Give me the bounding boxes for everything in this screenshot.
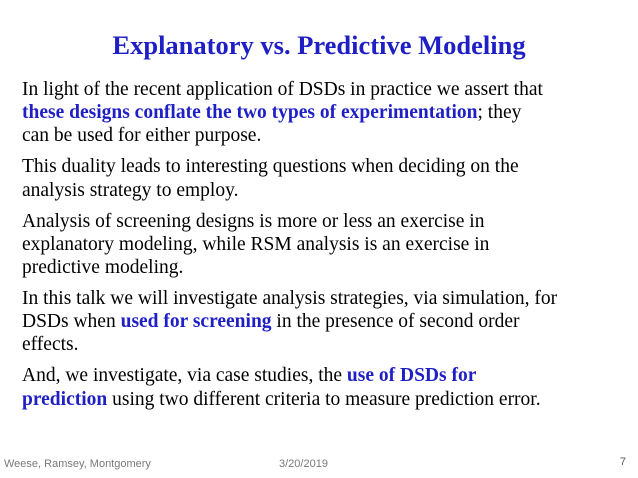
highlight-conflate-types: these designs conflate the two types of experimentation <box>22 102 478 124</box>
footer-date: 3/20/2019 <box>279 458 328 470</box>
text-line <box>22 256 626 279</box>
text-line <box>22 155 626 178</box>
highlight-use-of-dsds-for: use of DSDs for <box>346 365 477 387</box>
paragraph-duality <box>22 155 626 201</box>
text-line <box>22 287 626 310</box>
text-run: ; they <box>477 102 522 124</box>
footer-authors: Weese, Ramsey, Montgomery <box>4 458 151 470</box>
text-run: in the presence of second order <box>271 311 520 333</box>
highlight-used-for-screening: used for screening <box>120 311 272 333</box>
slide-title: Explanatory vs. Predictive Modeling <box>112 30 526 60</box>
text-run: In light of the recent application of DSDs in practice we assert that <box>22 79 543 100</box>
text-line <box>22 124 626 147</box>
text-run: can be used for either purpose. <box>22 125 262 147</box>
slide-body <box>22 78 626 419</box>
text-run: Analysis of screening designs is more or less an exercise in <box>22 210 485 232</box>
highlight-prediction: prediction <box>22 388 108 410</box>
paragraph-simulation <box>22 287 626 357</box>
text-run: DSDs when <box>22 311 121 333</box>
text-run: using two different criteria to measure prediction error. <box>107 388 541 410</box>
text-run: In this talk we will investigate analysis strategies, via simulation, for <box>22 288 558 310</box>
text-line <box>22 78 626 101</box>
text-line <box>22 364 626 387</box>
text-run: And, we investigate, via case studies, the <box>22 365 347 387</box>
text-line <box>22 179 626 202</box>
text-line <box>22 310 626 333</box>
text-line <box>22 210 626 233</box>
text-line <box>22 233 626 256</box>
text-run: explanatory modeling, while RSM analysis is an exercise in <box>22 233 490 255</box>
text-run: analysis strategy to employ. <box>22 179 239 201</box>
paragraph-case-studies <box>22 364 626 410</box>
text-run: predictive modeling. <box>22 257 184 279</box>
paragraph-dsd-conflate <box>22 78 626 148</box>
text-line <box>22 388 626 411</box>
text-line <box>22 333 626 356</box>
text-line <box>22 101 626 124</box>
page-number: 7 <box>619 456 626 468</box>
text-run: effects. <box>22 334 79 356</box>
text-run: This duality leads to interesting questions when deciding on the <box>22 156 519 178</box>
paragraph-screening-vs-rsm <box>22 210 626 280</box>
